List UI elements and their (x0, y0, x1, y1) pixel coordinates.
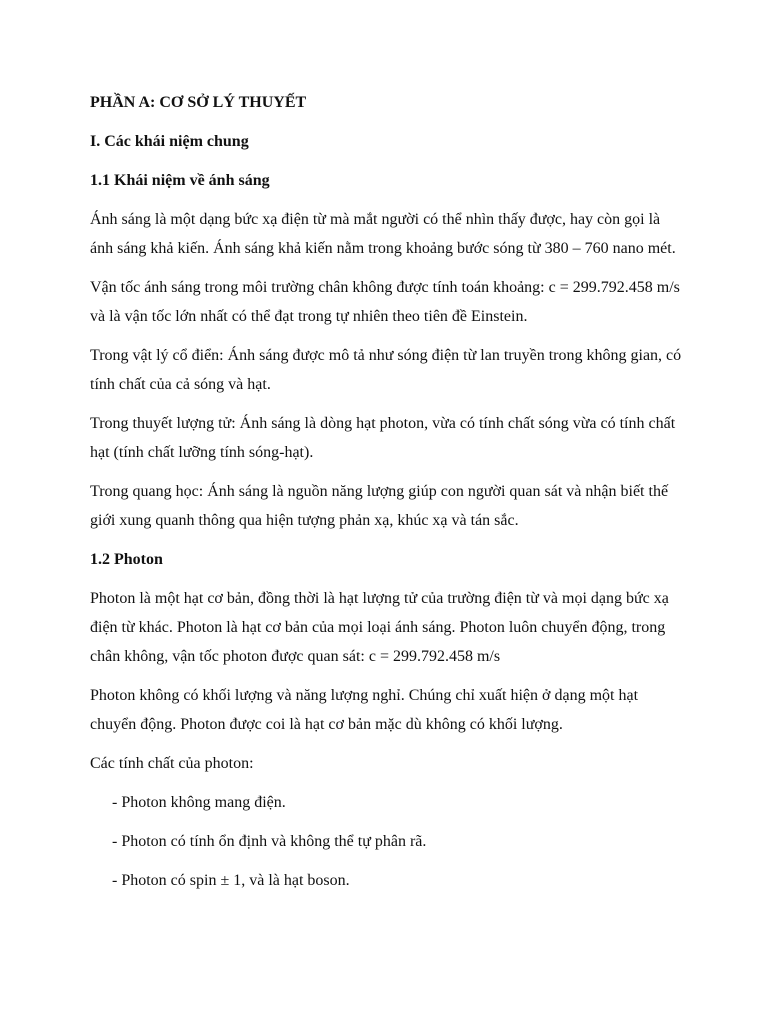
subsection-title-light: 1.1 Khái niệm về ánh sáng (90, 172, 270, 189)
paragraph-photon-mass: Photon không có khối lượng và năng lượng nghỉ. Chúng chỉ xuất hiện ở dạng một hạt chuyển động. Photon được coi là hạt cơ bản mặc dù không có khối lượng. (90, 687, 639, 733)
paragraph-photon-definition: Photon là một hạt cơ bản, đồng thời là hạt lượng tử của trường điện từ và mọi dạng bức xạ điện từ khác. Photon là hạt cơ bản của mọi loại ánh sáng. Photon luôn chuyển động, trong chân không, vận tốc photon được quan sát: c = 299.792.458 m/s (90, 590, 669, 665)
paragraph-light-definition: Ánh sáng là một dạng bức xạ điện từ mà mắt người có thể nhìn thấy được, hay còn gọi là ánh sáng khả kiến. Ánh sáng khả kiến nằm trong khoảng bước sóng từ 380 – 760 nano mét. (90, 211, 676, 257)
part-title: PHẦN A: CƠ SỞ LÝ THUYẾT (90, 94, 307, 111)
list-item-spin: - Photon có spin ± 1, và là hạt boson. (112, 872, 350, 889)
section-title: I. Các khái niệm chung (90, 133, 249, 150)
paragraph-optics: Trong quang học: Ánh sáng là nguồn năng lượng giúp con người quan sát và nhận biết thế giới xung quanh thông qua hiện tượng phản xạ, khúc xạ và tán sắc. (90, 483, 669, 529)
paragraph-classical-physics: Trong vật lý cổ điển: Ánh sáng được mô tả như sóng điện từ lan truyền trong không gian, có tính chất của cả sóng và hạt. (90, 347, 682, 393)
subsection-title-photon: 1.2 Photon (90, 551, 163, 568)
list-item-no-charge: - Photon không mang điện. (112, 794, 286, 811)
list-item-stability: - Photon có tính ổn định và không thể tự phân rã. (112, 833, 427, 850)
document-page (90, 88, 686, 905)
paragraph-light-speed: Vận tốc ánh sáng trong môi trường chân không được tính toán khoảng: c = 299.792.458 m/s và là vận tốc lớn nhất có thể đạt trong tự nhiên theo tiên đề Einstein. (90, 279, 680, 325)
paragraph-photon-properties-intro: Các tính chất của photon: (90, 755, 254, 772)
paragraph-quantum-theory: Trong thuyết lượng tử: Ánh sáng là dòng hạt photon, vừa có tính chất sóng vừa có tính chất hạt (tính chất lưỡng tính sóng-hạt). (90, 415, 676, 461)
